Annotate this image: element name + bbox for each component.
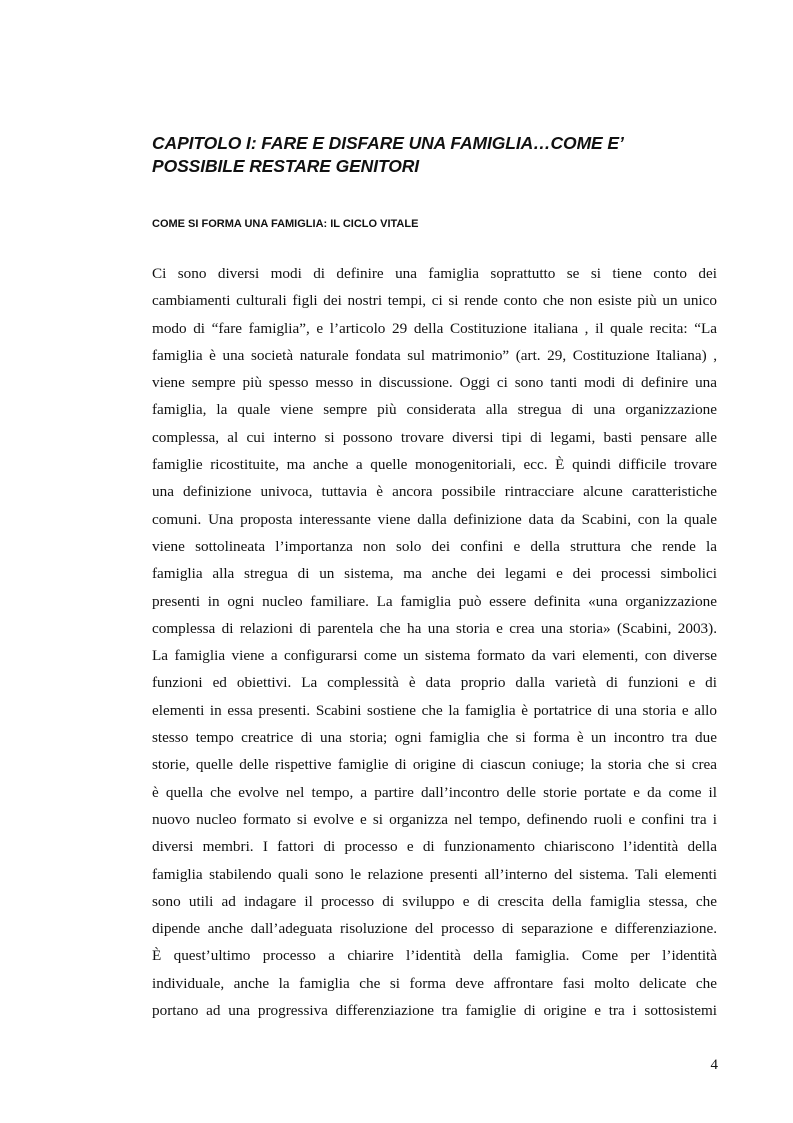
body-line: una definizione univoca, tuttavia è ancora possibile rintracciare alcune caratteristiche — [152, 483, 717, 501]
body-line: diversi membri. I fattori di processo e di funzionamento chiariscono l’identità della — [152, 838, 717, 856]
body-line: complessa, al cui interno si possono trovare diversi tipi di legami, basti pensare alle — [152, 428, 717, 446]
chapter-title-line-1: CAPITOLO I: FARE E DISFARE UNA FAMIGLIA…COME E’ — [152, 133, 624, 153]
body-line: stesso tempo creatrice di una storia; ogni famiglia che si forma è un incontro tra due — [152, 729, 717, 747]
body-line: famiglie ricostituite, ma anche a quelle monogenitoriali, ecc. È quindi difficile trovare — [152, 456, 717, 474]
body-line: comuni. Una proposta interessante viene dalla definizione data da Scabini, con la quale — [152, 510, 717, 528]
body-line: Ci sono diversi modi di definire una famiglia soprattutto se si tiene conto dei — [152, 265, 717, 282]
body-line: sono utili ad indagare il processo di sviluppo e di crescita della famiglia stessa, che — [152, 892, 717, 910]
body-line: portano ad una progressiva differenziazione tra famiglie di origine e tra i sottosistemi — [152, 1002, 717, 1020]
page-number: 4 — [710, 1057, 718, 1073]
body-line: nuovo nucleo formato si evolve e si organizza nel tempo, definendo ruoli e confini tra i — [152, 810, 717, 828]
body-line: è quella che evolve nel tempo, a partire dall’incontro delle storie portate e da come il — [152, 783, 717, 801]
body-line: famiglia, la quale viene sempre più considerata alla stregua di una organizzazione — [152, 401, 717, 419]
body-line: presenti in ogni nucleo familiare. La famiglia può essere definita «una organizzazione — [152, 592, 717, 610]
body-line: cambiamenti culturali figli dei nostri tempi, ci si rende conto che non esiste più un unico — [152, 292, 717, 310]
body-line: famiglia stabilendo quali sono le relazione presenti all’interno del sistema. Tali elementi — [152, 865, 717, 883]
body-line: famiglia è una società naturale fondata sul matrimonio” (art. 29, Costituzione Italiana) , — [152, 346, 717, 364]
body-line: complessa di relazioni di parentela che ha una storia e crea una storia» (Scabini, 2003). — [152, 619, 717, 637]
body-line: storie, quelle delle rispettive famiglie di origine di ciascun coniuge; la storia che si crea — [152, 756, 717, 774]
chapter-title-line-2: POSSIBILE RESTARE GENITORI — [152, 156, 420, 176]
body-line: modo di “fare famiglia”, e l’articolo 29 della Costituzione italiana , il quale recita: “La — [152, 319, 717, 337]
body-line: famiglia alla stregua di un sistema, ma anche dei legami e dei processi simbolici — [152, 565, 717, 583]
body-line: viene sottolineata l’importanza non solo dei confini e della struttura che rende la — [152, 537, 717, 555]
body-paragraph — [152, 260, 717, 1024]
chapter-title — [152, 132, 732, 178]
body-line: funzioni ed obiettivi. La complessità è data proprio dalla varietà di funzioni e di — [152, 674, 717, 692]
section-title: COME SI FORMA UNA FAMIGLIA: IL CICLO VITALE — [152, 218, 419, 230]
body-line: viene sempre più spesso messo in discussione. Oggi ci sono tanti modi di definire una — [152, 374, 717, 392]
body-line: È quest’ultimo processo a chiarire l’identità della famiglia. Come per l’identità — [152, 947, 717, 965]
body-line: individuale, anche la famiglia che si forma deve affrontare fasi molto delicate che — [152, 974, 717, 992]
body-line: dipende anche dall’adeguata risoluzione del processo di separazione e differenziazione. — [152, 920, 717, 938]
body-line: La famiglia viene a configurarsi come un sistema formato da vari elementi, con diverse — [152, 647, 717, 665]
body-line: elementi in essa presenti. Scabini sostiene che la famiglia è portatrice di una storia e allo — [152, 701, 717, 719]
